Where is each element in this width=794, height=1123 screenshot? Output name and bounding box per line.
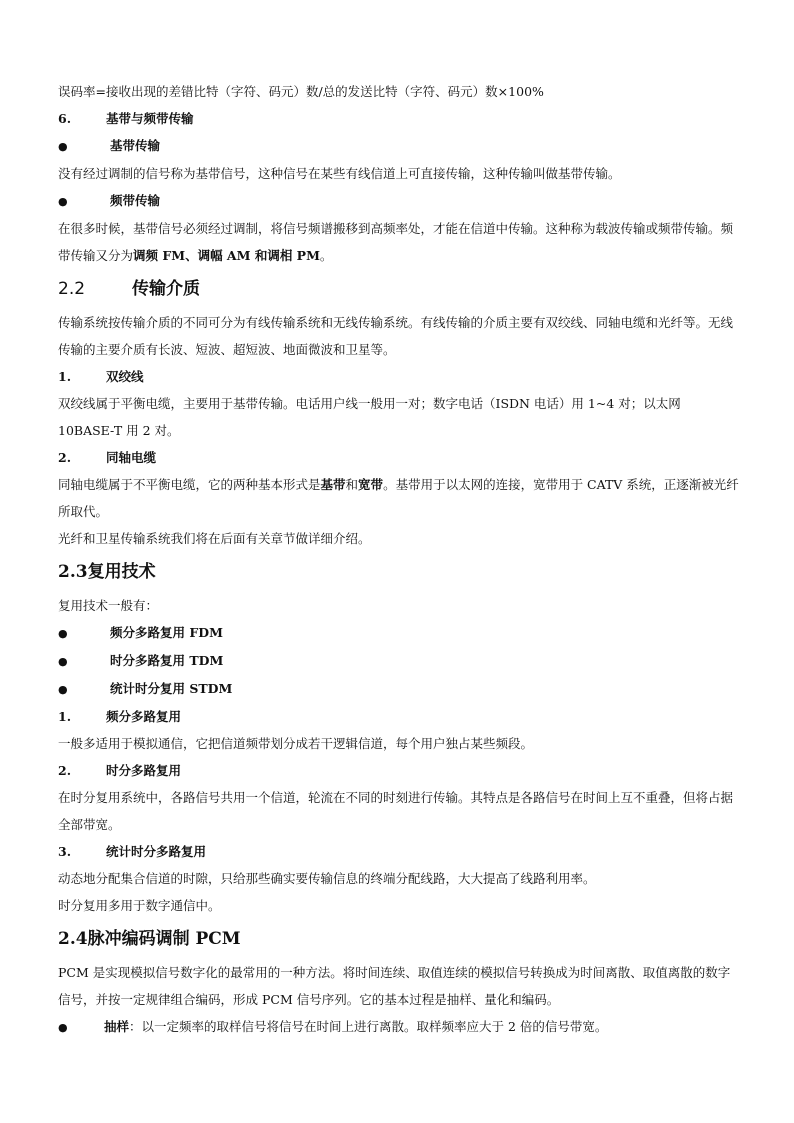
section-heading (58, 553, 740, 591)
text: PCM 是实现模拟信号数字化的最常用的一种方法。将时间连续、取值连续的模拟信号转换成为时间离散、取值离散的数字信号，并按一定规律组合编码，形成 PCM 信号序列。它的基本过程是抽样、量化和编码。 (58, 965, 731, 1007)
bullet-icon: ● (58, 140, 68, 153)
text: 和 (345, 477, 359, 492)
heading-text: 基带传输 (110, 138, 161, 153)
heading-text: 统计时分多路复用 (106, 844, 207, 859)
item-number: 2. (58, 450, 72, 465)
text: 动态地分配集合信道的时隙，只给那些确实要传输信息的终端分配线路，大大提高了线路利用率。 (58, 871, 596, 886)
document-page (58, 78, 740, 1041)
bullet-item (58, 619, 740, 647)
paragraph (58, 309, 740, 363)
text: 同轴电缆属于不平衡电缆，它的两种基本形式是 (58, 477, 321, 492)
numbered-heading (58, 838, 740, 865)
text: 。 (319, 248, 333, 263)
heading-text: 频带传输 (110, 193, 161, 208)
paragraph (58, 525, 740, 552)
item-number: 1. (58, 709, 72, 724)
bullet-text: 频分多路复用 FDM (110, 625, 223, 640)
section-title: 2.3复用技术 (58, 562, 156, 582)
paragraph (58, 784, 740, 838)
bold-text: 基带 (320, 477, 346, 492)
item-number: 6. (58, 111, 72, 126)
text: 双绞线属于平衡电缆，主要用于基带传输。电话用户线一般用一对；数字电话（ISDN 电话）用 1~4 对；以太网 10BASE-T 用 2 对。 (58, 396, 681, 438)
bullet-heading (58, 132, 740, 160)
text: 传输系统按传输介质的不同可分为有线传输系统和无线传输系统。有线传输的介质主要有双绞线、同轴电缆和光纤等。无线传输的主要介质有长波、短波、超短波、地面微波和卫星等。 (58, 315, 734, 357)
bold-text: 宽带 (358, 477, 384, 492)
numbered-heading (58, 444, 740, 471)
text: 时分复用多用于数字通信中。 (58, 898, 221, 913)
bullet-text: 时分多路复用 TDM (110, 653, 224, 668)
bullet-icon: ● (58, 1021, 68, 1034)
section-number: 2.2 (58, 279, 86, 299)
heading-text: 双绞线 (106, 369, 144, 384)
text: 。基带用于以太网的连接，宽带用于 CATV 系统，正逐渐被光纤所取代。 (58, 477, 739, 519)
numbered-heading (58, 703, 740, 730)
bullet-icon: ● (58, 655, 68, 668)
text: ：以一定频率的取样信号将信号在时间上进行离散。取样频率应大于 2 倍的信号带宽。 (129, 1019, 608, 1034)
bullet-icon: ● (58, 195, 68, 208)
text: 误码率=接收出现的差错比特（字符、码元）数/总的发送比特（字符、码元）数×100% (58, 84, 544, 99)
text: 复用技术一般有： (58, 598, 159, 613)
bullet-item (58, 647, 740, 675)
paragraph (58, 78, 740, 105)
item-number: 2. (58, 763, 72, 778)
heading-text: 时分多路复用 (106, 763, 182, 778)
text: 没有经过调制的信号称为基带信号，这种信号在某些有线信道上可直接传输，这种传输叫做基带传输。 (58, 166, 621, 181)
item-number: 3. (58, 844, 72, 859)
paragraph (58, 471, 740, 525)
numbered-heading (58, 363, 740, 390)
paragraph (58, 730, 740, 757)
bullet-item (58, 1013, 740, 1041)
paragraph (58, 959, 740, 1013)
bullet-text: 统计时分复用 STDM (110, 681, 233, 696)
section-heading (58, 270, 740, 308)
text: 一般多适用于模拟通信，它把信道频带划分成若干逻辑信道，每个用户独占某些频段。 (58, 736, 534, 751)
section-heading (58, 920, 740, 958)
bullet-heading (58, 187, 740, 215)
section-title: 2.4脉冲编码调制 PCM (58, 929, 241, 949)
bold-text: 调频 FM、调幅 AM 和调相 PM (133, 248, 320, 263)
paragraph (58, 892, 740, 919)
bullet-item (58, 675, 740, 703)
numbered-heading (58, 757, 740, 784)
numbered-heading (58, 105, 740, 132)
heading-text: 同轴电缆 (106, 450, 157, 465)
paragraph (58, 865, 740, 892)
paragraph (58, 390, 740, 444)
section-title: 传输介质 (132, 279, 200, 299)
text: 光纤和卫星传输系统我们将在后面有关章节做详细介绍。 (58, 531, 371, 546)
heading-text: 频分多路复用 (106, 709, 182, 724)
text: 在很多时候，基带信号必须经过调制，将信号频谱搬移到高频率处，才能在信道中传输。这种称为载波传输或频带传输。频带传输又分为 (58, 221, 734, 263)
item-number: 1. (58, 369, 72, 384)
paragraph (58, 592, 740, 619)
text: 在时分复用系统中，各路信号共用一个信道，轮流在不同的时刻进行传输。其特点是各路信号在时间上互不重叠，但将占据全部带宽。 (58, 790, 734, 832)
bold-text: 抽样 (104, 1019, 130, 1034)
heading-text: 基带与频带传输 (106, 111, 194, 126)
bullet-icon: ● (58, 683, 68, 696)
paragraph (58, 160, 740, 187)
paragraph (58, 215, 740, 269)
bullet-icon: ● (58, 627, 68, 640)
